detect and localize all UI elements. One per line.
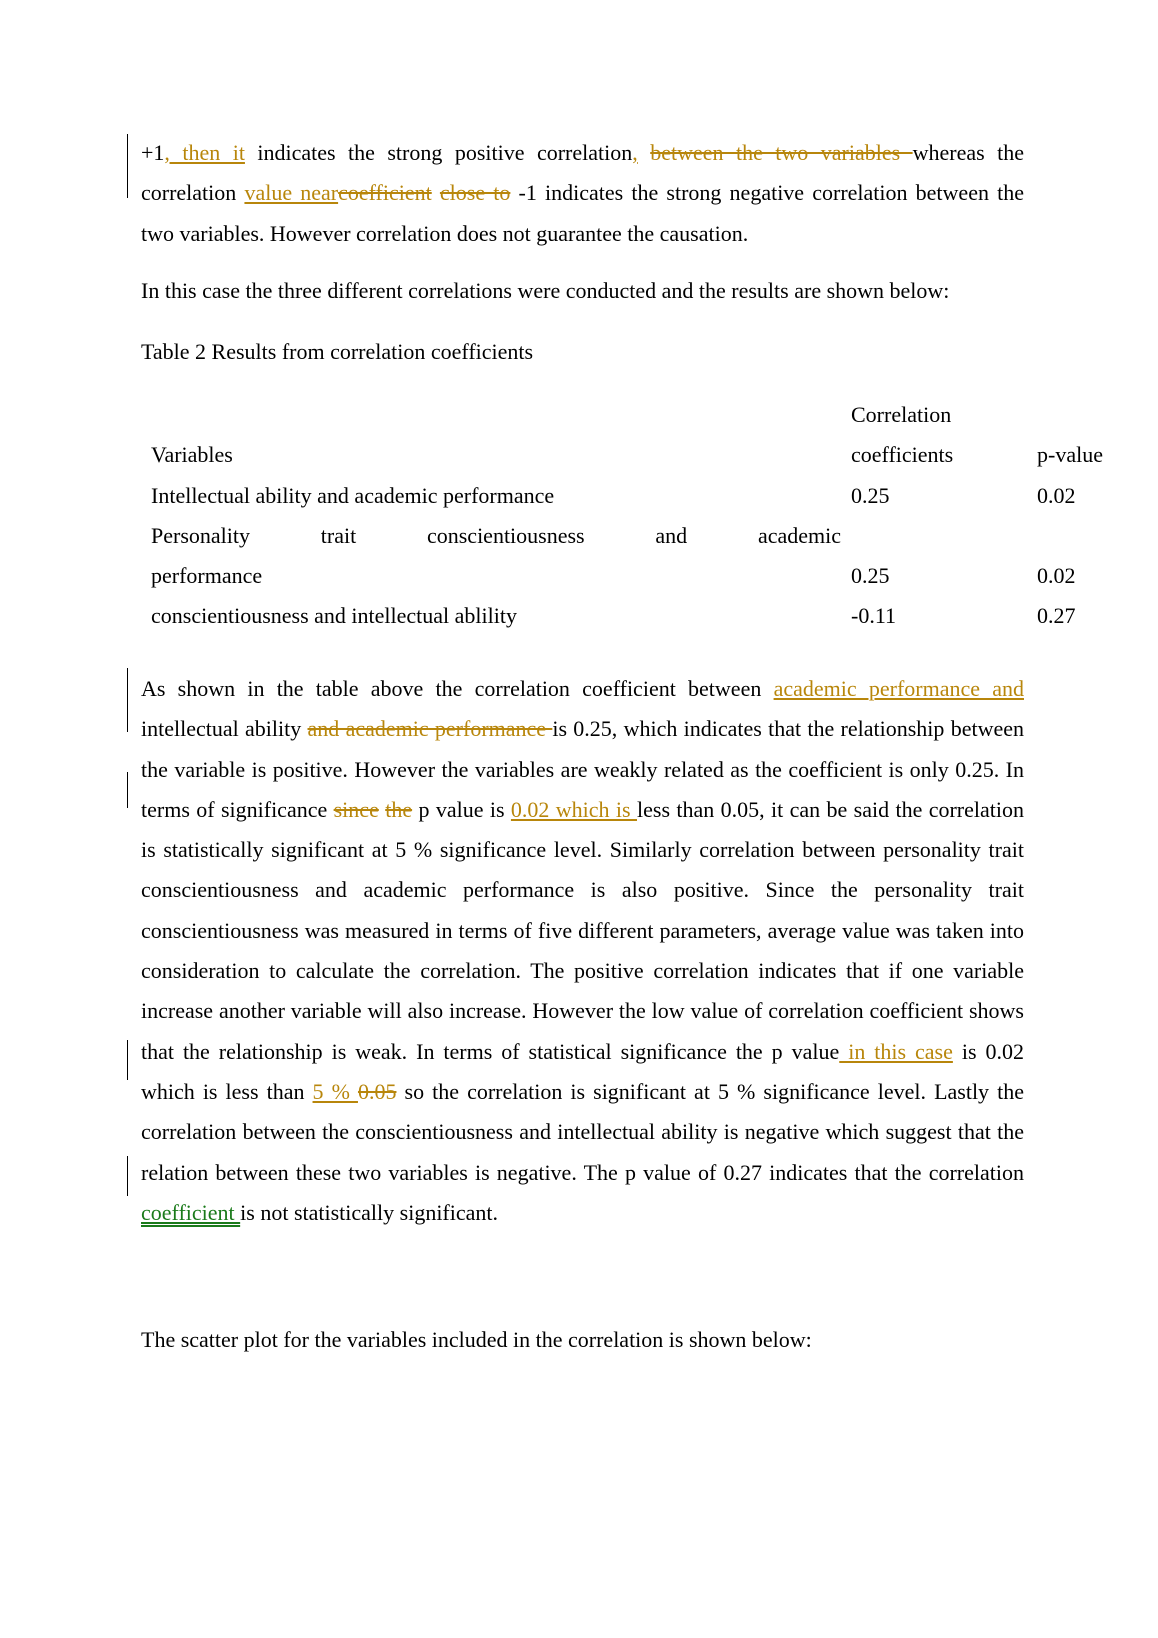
tracked-deletion[interactable]: since (333, 796, 379, 822)
paragraph-scatter-intro: The scatter plot for the variables included in the correlation is shown below: (141, 1327, 812, 1352)
text-run (432, 180, 440, 205)
cell-variables-line1: Personality trait conscientiousness and academic (151, 522, 841, 548)
text-run: p value is (412, 796, 511, 822)
table-row (141, 476, 1137, 516)
tracked-insertion[interactable]: , (632, 140, 638, 165)
cell-variables-line2: performance (151, 563, 263, 589)
header-coef-line2: coefficients (851, 442, 954, 468)
text-run: -1 indicates the strong negative correlation between the two variables. However correlation does not guarantee the causation. (141, 180, 1024, 246)
change-bar (127, 1156, 128, 1196)
cell-p-value: 0.02 (1037, 563, 1076, 589)
tracked-insertion[interactable]: academic performance and (773, 676, 1024, 701)
correlation-table (141, 395, 1137, 637)
text-run: As shown in the table above the correlation coefficient between (141, 676, 774, 701)
cell-variables (141, 516, 851, 597)
paragraph-results-intro: In this case the three different correlations were conducted and the results are shown below: (141, 278, 950, 303)
text-run: is 0.25, which indicates that the relationship between the variable is positive. However the variables are weakly related as the coefficient is only 0.25. In terms of significance (141, 716, 1024, 822)
header-coef-line1: Correlation (851, 402, 952, 427)
cell-p-value: 0.27 (1037, 603, 1076, 629)
text-run: +1 (141, 140, 165, 165)
change-bar (127, 772, 128, 808)
tracked-insertion[interactable]: in this case (839, 1038, 953, 1064)
cell-coefficient: 0.25 (851, 482, 890, 508)
table-caption: Table 2 Results from correlation coefficients (141, 339, 534, 364)
tracked-insertion[interactable]: coefficient (141, 1199, 241, 1225)
table-header-row (141, 395, 1137, 476)
change-bar (127, 134, 128, 198)
cell-coefficient: 0.25 (851, 563, 890, 589)
tracked-insertion[interactable]: , then it (164, 140, 245, 165)
cell-p-value: 0.02 (1037, 482, 1076, 508)
text-run: indicates the strong positive correlation (244, 140, 633, 165)
cell-coefficient: -0.11 (851, 603, 897, 629)
paragraph-correlation-intro (141, 133, 1024, 254)
text-run: is not statistically significant. (240, 1199, 499, 1225)
change-bar (127, 668, 128, 732)
header-p-value: p-value (1037, 442, 1103, 468)
tracked-deletion[interactable]: 0.05 (357, 1078, 397, 1104)
text-run: intellectual ability (141, 716, 308, 742)
tracked-deletion[interactable]: close to (439, 180, 511, 206)
table-row (141, 516, 1137, 597)
paragraph-discussion (141, 669, 1024, 1233)
header-correlation-coefficients (851, 395, 1027, 476)
text-run: so the correlation is significant at 5 % significance level. Lastly the correlation between the conscientiousness and intellectual ability is negative which suggest that the relation between these two variables is negative. The p value of 0.27 indicates that the correlation (141, 1078, 1024, 1185)
change-bar (127, 1040, 128, 1080)
header-variables: Variables (151, 442, 233, 468)
tracked-deletion[interactable]: between the two variables (650, 140, 913, 165)
tracked-insertion[interactable]: value near (244, 180, 339, 206)
text-run (638, 140, 650, 165)
tracked-deletion[interactable]: coefficient (338, 180, 432, 206)
text-run: whereas the correlation (141, 140, 1025, 206)
text-run: less than 0.05, it can be said the correlation is statistically significant at 5 % significance level. Similarly correlation between personality trait conscientiousness and academic performance is also positive. Since the personality trait conscientiousness was measured in terms of five different parameters, average value was taken into consideration to calculate the correlation. The positive correlation indicates that if one variable increase another variable will also increase. However the low value of correlation coefficient shows that the relationship is weak. In terms of statistical significance the p value (141, 796, 1024, 1064)
table-row (141, 596, 1137, 636)
tracked-deletion[interactable]: and academic performance (307, 716, 553, 742)
tracked-insertion[interactable]: 0.02 which is (510, 796, 637, 822)
cell-variables: Intellectual ability and academic performance (151, 482, 555, 508)
cell-variables: conscientiousness and intellectual ablility (151, 603, 517, 629)
tracked-insertion[interactable]: 5 % (312, 1078, 358, 1104)
text-run: is 0.02 which is less than (141, 1038, 1024, 1104)
tracked-deletion[interactable]: the (385, 796, 413, 822)
